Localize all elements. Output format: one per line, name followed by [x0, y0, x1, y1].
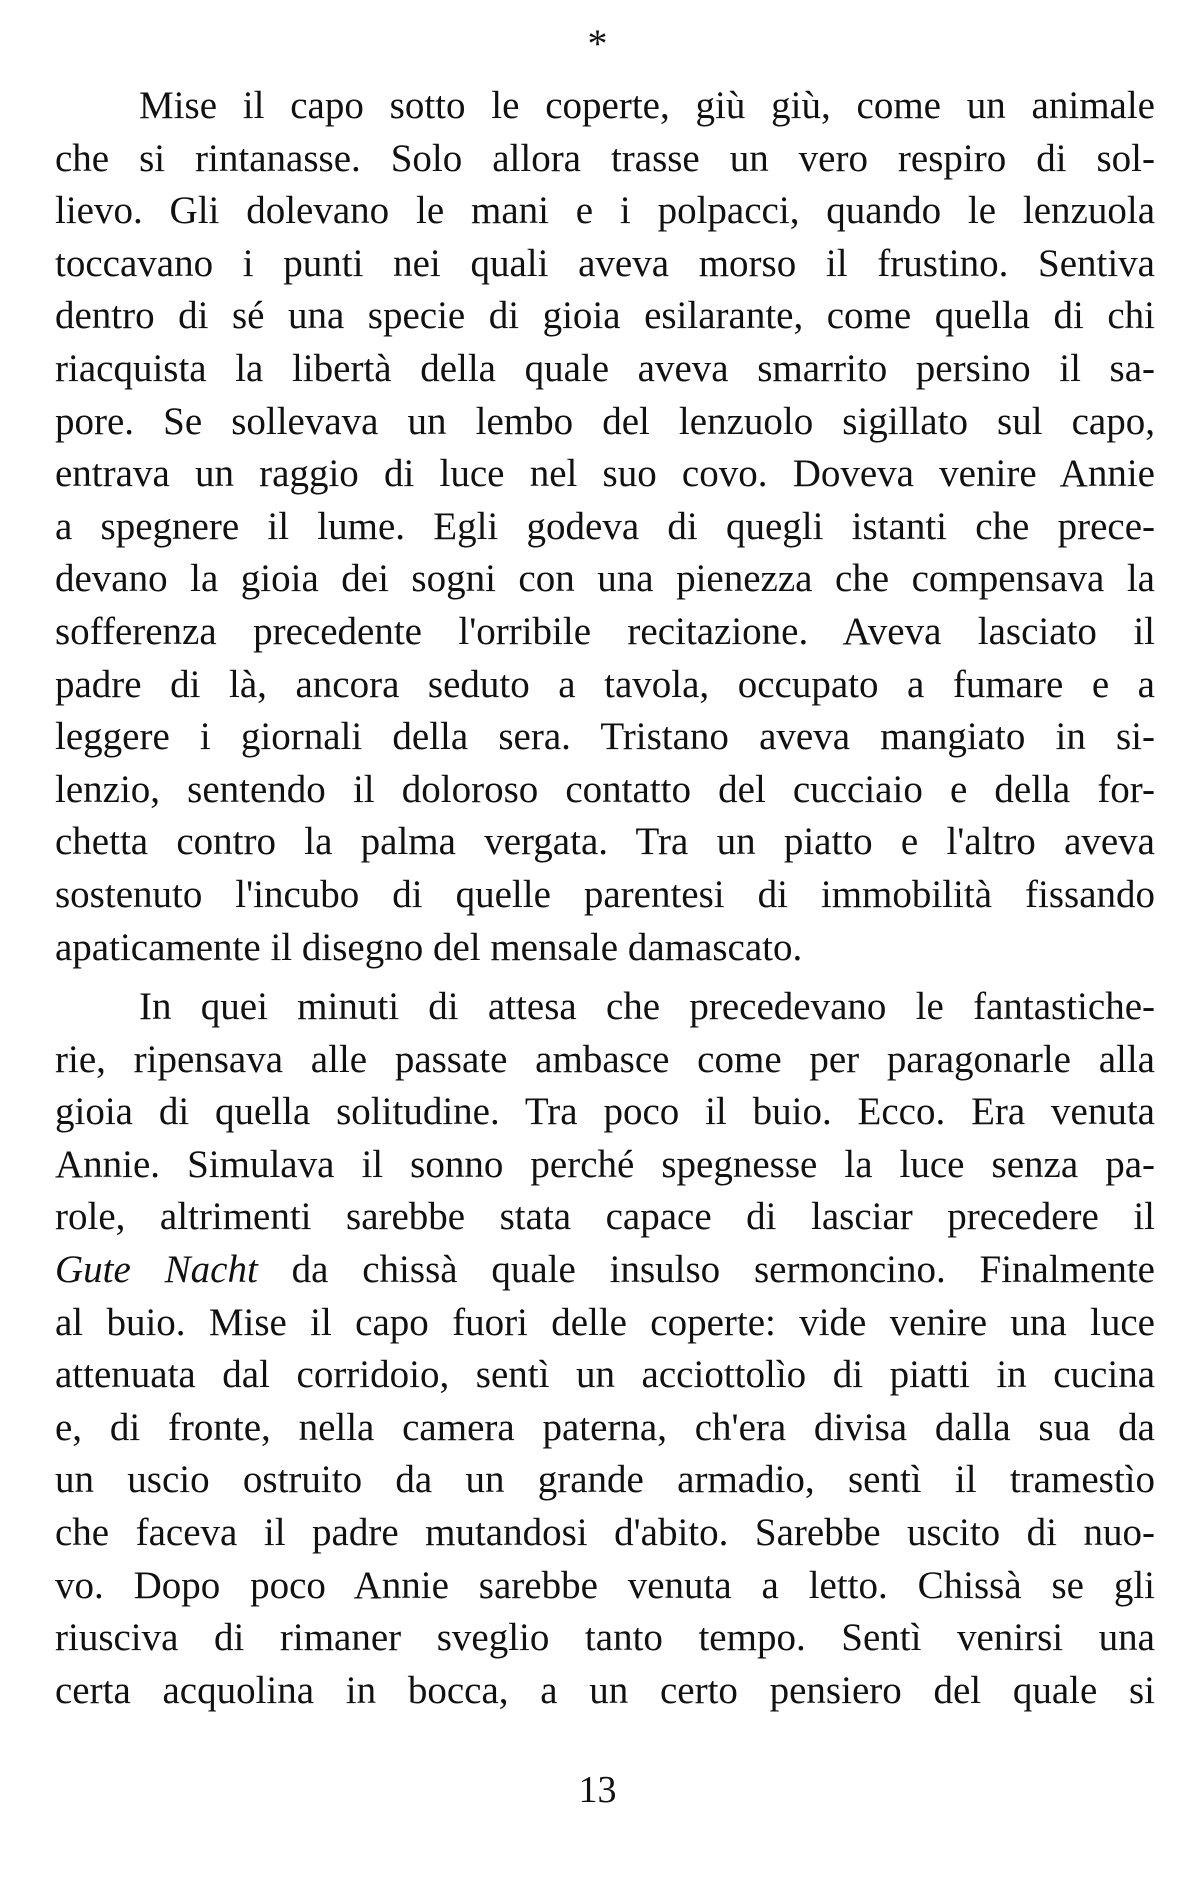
text-line: apaticamente il disegno del mensale damascato. [55, 925, 803, 969]
text-line: padre di là, ancora seduto a tavola, occupato a fumare e a [55, 662, 1155, 706]
text-line: attenuata dal corridoio, sentì un acciottolìo di piatti in cucina [55, 1353, 1155, 1397]
text-line: al buio. Mise il capo fuori delle coperte: vide venire una luce [55, 1300, 1155, 1344]
text-line: leggere i giornali della sera. Tristano aveva mangiato in si- [55, 715, 1155, 759]
italic-phrase: Gute Nacht [55, 1248, 258, 1292]
text-line: gioia di quella solitudine. Tra poco il buio. Ecco. Era venuta [55, 1090, 1155, 1134]
paragraph-2 [55, 981, 1155, 1717]
text-line: che si rintanasse. Solo allora trasse un vero respiro di sol- [55, 136, 1155, 180]
page-number: 13 [578, 1769, 617, 1811]
text-line-with-italic [55, 1244, 1155, 1297]
text-line: sostenuto l'incubo di quelle parentesi di immobilità fissando [55, 872, 1155, 916]
text-line: lenzio, sentendo il doloroso contatto del cucciaio e della for- [55, 767, 1155, 811]
text-line: dentro di sé una specie di gioia esilarante, come quella di chi [55, 294, 1155, 338]
text-line: riacquista la libertà della quale aveva smarrito persino il sa- [55, 346, 1155, 390]
text-line: certa acquolina in bocca, a un certo pensiero del quale si [55, 1668, 1155, 1712]
paragraph-gap [55, 974, 1155, 981]
text-line: Annie. Simulava il sonno perché spegnesse la luce senza pa- [55, 1142, 1155, 1186]
text-line: rie, ripensava alle passate ambasce come per paragonarle alla [55, 1037, 1155, 1081]
text-line: role, altrimenti sarebbe stata capace di lasciar precedere il [55, 1195, 1155, 1239]
text-line: chetta contro la palma vergata. Tra un piatto e l'altro aveva [55, 820, 1155, 864]
paragraph-1 [55, 80, 1155, 974]
text-line: sofferenza precedente l'orribile recitazione. Aveva lasciato il [55, 609, 1155, 653]
section-ornament: * [587, 21, 608, 66]
text-line: vo. Dopo poco Annie sarebbe venuta a letto. Chissà se gli [55, 1563, 1155, 1607]
text-line: In quei minuti di attesa che precedevano le fantastiche- [139, 985, 1155, 1029]
text-line: un uscio ostruito da un grande armadio, sentì il tramestìo [55, 1458, 1155, 1502]
text-line: entrava un raggio di luce nel suo covo. Doveva venire Annie [55, 452, 1155, 496]
text-line: devano la gioia dei sogni con una pienezza che compensava la [55, 557, 1155, 601]
body-text [55, 80, 1155, 1717]
text-line-rest: da chissà quale insulso sermoncino. Finalmente [257, 1248, 1155, 1292]
text-line: che faceva il padre mutandosi d'abito. Sarebbe uscito di nuo- [55, 1511, 1155, 1555]
text-line: riusciva di rimaner sveglio tanto tempo. Sentì venirsi una [55, 1616, 1155, 1660]
text-line: pore. Se sollevava un lembo del lenzuolo sigillato sul capo, [55, 399, 1155, 443]
text-line: e, di fronte, nella camera paterna, ch'era divisa dalla sua da [55, 1405, 1155, 1449]
text-line: a spegnere il lume. Egli godeva di quegli istanti che prece- [55, 504, 1155, 548]
text-line: Mise il capo sotto le coperte, giù giù, come un animale [139, 84, 1155, 127]
text-line: toccavano i punti nei quali aveva morso il frustino. Sentiva [55, 241, 1155, 285]
text-line: lievo. Gli dolevano le mani e i polpacci, quando le lenzuola [55, 189, 1155, 233]
